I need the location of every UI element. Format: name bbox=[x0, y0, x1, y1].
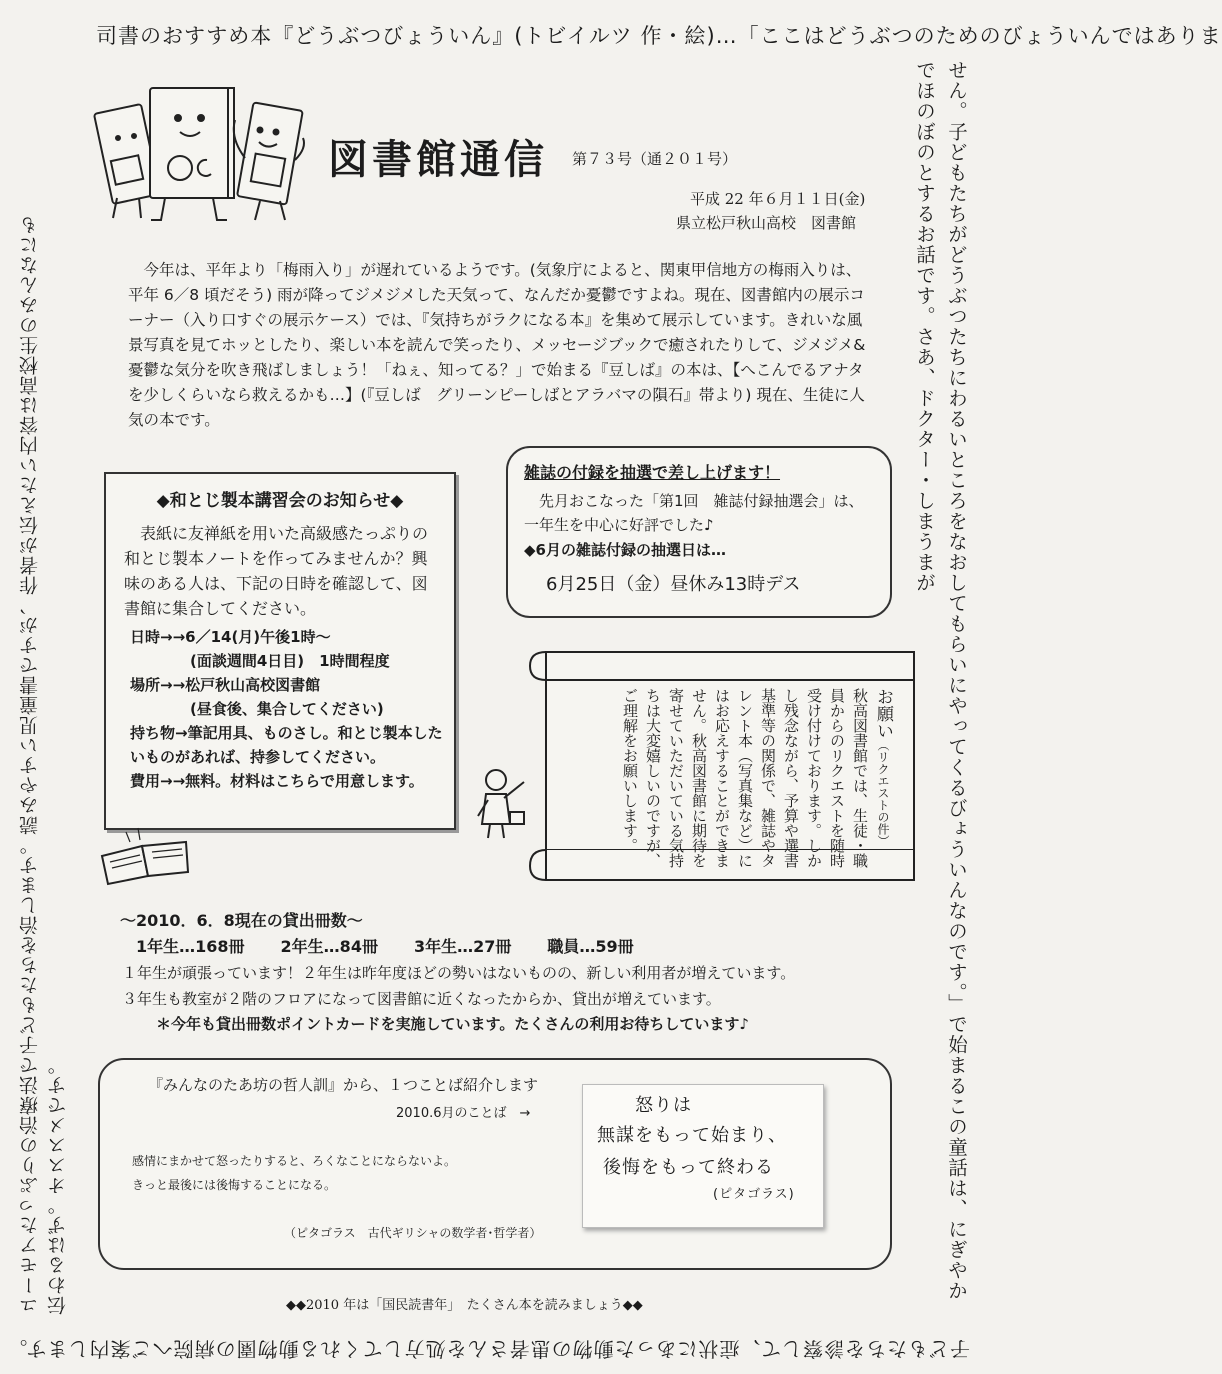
request-title: お願い bbox=[873, 688, 893, 739]
book-mascot-illustration bbox=[95, 78, 315, 228]
quote-attribution: （ピタゴラス 古代ギリシャの数学者･哲学者） bbox=[284, 1226, 542, 1240]
place-note: (昼食後、集合してください) bbox=[190, 700, 384, 718]
request-body: 秋高図書館では、生徒・職員からのリクエストを随時受け付けております。しかし残念ながら、予算や選書基準等の関係で、雑誌やタレント本（写真集など）にはお応えすることができません。秋高図書館に期待を寄せていただいている気持ちは大変嬉しいのですが、ご理解をお願いします。 bbox=[621, 688, 869, 868]
lottery-subtitle: ◆6月の雑誌付録の抽選日は… bbox=[524, 541, 726, 559]
card-line2: 無謀をもって始まり、 bbox=[597, 1125, 787, 1146]
loans-line3: ＊今年も貸出冊数ポイントカードを実施しています。たくさんの利用お待ちしています♪ bbox=[156, 1015, 749, 1033]
border-bottom-text: 子どもたちを診察して、症状にあった動物の患者さんを処方してくれる動物園の病院へご案内します。 bbox=[6, 1337, 970, 1361]
border-right-text: せん。子どもたちがどうぶつたちにわるいところをなおしてもらいにやってくるびょういんなのです。」で始まるこの童話は、にぎやかでほのぼのとするお話です。さあ、ドクター・しまうまが bbox=[913, 60, 968, 1301]
open-book-icon bbox=[96, 826, 196, 886]
lottery-body: 先月おこなった「第1回 雑誌付録抽選会」は、一年生を中心に好評でした♪ bbox=[524, 492, 864, 534]
card-line3: 後悔をもって終わる bbox=[603, 1157, 774, 1178]
stat-year2: 2年生…84冊 bbox=[280, 937, 378, 956]
watoji-title: ◆和とじ製本講習会のお知らせ◆ bbox=[156, 491, 404, 511]
date-note: (面談週間4日目) 1時間程度 bbox=[190, 652, 390, 670]
intro-paragraph: 今年は、平年より「梅雨入り」が遅れているようです。(気象庁によると、関東甲信地方の梅雨入りは、平年 6／8 頃だそう) 雨が降ってジメジメした天気って、なんだか憂鬱ですよね。現在、図書館内の展示コーナー（入り口すぐの展示ケース）では、『気持ちがラクになる本』を集めて展示しています。きれいな風景写真を見てホッとしたり、楽しい本を読んで笑ったり、メッセージブックで癒されたりして、ジメジメ&憂鬱な気分を吹き飛ばしましょう！「ねぇ、知ってる？」で始まる『豆しば』の本は、【へこんでるアナタを少しくらいなら救えるかも…】(『豆しば グリーンピーしばとアラバマの隕石』帯より) 現在、生徒に人気の本です。 bbox=[128, 261, 866, 429]
quote-text1: 感情にまかせて怒ったりすると、ろくなことにならないよ。 bbox=[132, 1154, 457, 1168]
quote-month: 2010.6月のことば → bbox=[396, 1106, 531, 1121]
lottery-title: 雑誌の付録を抽選で差し上げます！ bbox=[524, 463, 781, 482]
issue-number: 第７３号（通２０１号） bbox=[572, 150, 738, 168]
stat-year3: 3年生…27冊 bbox=[413, 937, 512, 956]
watoji-notice-box bbox=[104, 472, 456, 830]
magazine-lottery-box bbox=[506, 446, 892, 618]
cost-value: 無料。材料はこちらで用意します。 bbox=[185, 772, 424, 790]
loans-line1: １年生が頑張っています！２年生は昨年度ほどの勢いはないものの、新しい利用者が増えています。 bbox=[122, 964, 796, 982]
watoji-body: 表紙に友禅紙を用いた高級感たっぷりの和とじ製本ノートを作ってみませんか？興味のある人は、下記の日時を確認して、図書館に集合してください。 bbox=[124, 524, 429, 618]
date-label: 日時→→ bbox=[130, 628, 186, 646]
place-label: 場所→→ bbox=[130, 676, 186, 694]
cost-label: 費用→→ bbox=[130, 772, 186, 790]
request-subtitle: （リクエストの件） bbox=[876, 739, 890, 847]
items-label: 持ち物→ bbox=[130, 724, 188, 742]
border-left-text: ユーモアたっぷりの治療法で子どもたちを治します。読みやすい児童書ですが、作者が伝えたい内容は高校生のみんなにも伝わるはず。オススメです。 bbox=[19, 215, 69, 1315]
stat-staff: 職員…59冊 bbox=[547, 937, 634, 956]
quote-heading: 『みんなのたあ坊の哲人訓』から、１つことば紹介します bbox=[148, 1076, 539, 1094]
publisher: 県立松戸秋山高校 図書館 bbox=[676, 214, 857, 232]
items-value: 筆記用具、ものさし。和とじ製本したいものがあれば、持参してください。 bbox=[130, 724, 443, 766]
person-pointing-icon bbox=[470, 760, 536, 840]
card-signature: (ピタゴラス) bbox=[713, 1187, 795, 1202]
quote-text2: きっと最後には後悔することになる。 bbox=[132, 1178, 337, 1192]
date-value: 6／14(月)午後1時～ bbox=[185, 628, 331, 646]
request-notice bbox=[554, 688, 894, 876]
issue-date: 平成 22 年６月１１日(金) bbox=[690, 190, 866, 208]
place-value: 松戸秋山高校図書館 bbox=[185, 676, 321, 694]
stat-year1: 1年生…168冊 bbox=[136, 937, 245, 956]
newsletter-title: 図書館通信 bbox=[328, 137, 548, 183]
loans-line2: ３年生も教室が２階のフロアになって図書館に近くなったからか、貸出が増えています。 bbox=[122, 990, 721, 1008]
border-top-text: 司書のおすすめ本『どうぶつびょういん』(トビイルツ 作・絵)…「ここはどうぶつのためのびょういんではありま bbox=[96, 24, 1222, 48]
loan-stats bbox=[136, 934, 836, 957]
footer-text: ◆◆2010 年は「国民読書年」 たくさん本を読みましょう◆◆ bbox=[286, 1298, 643, 1313]
quote-card bbox=[582, 1084, 824, 1228]
lottery-date: 6月25日（金）昼休み13時デス bbox=[546, 574, 801, 595]
loans-title: ～2010．6．8現在の貸出冊数～ bbox=[120, 911, 363, 930]
card-line1: 怒りは bbox=[635, 1095, 692, 1116]
